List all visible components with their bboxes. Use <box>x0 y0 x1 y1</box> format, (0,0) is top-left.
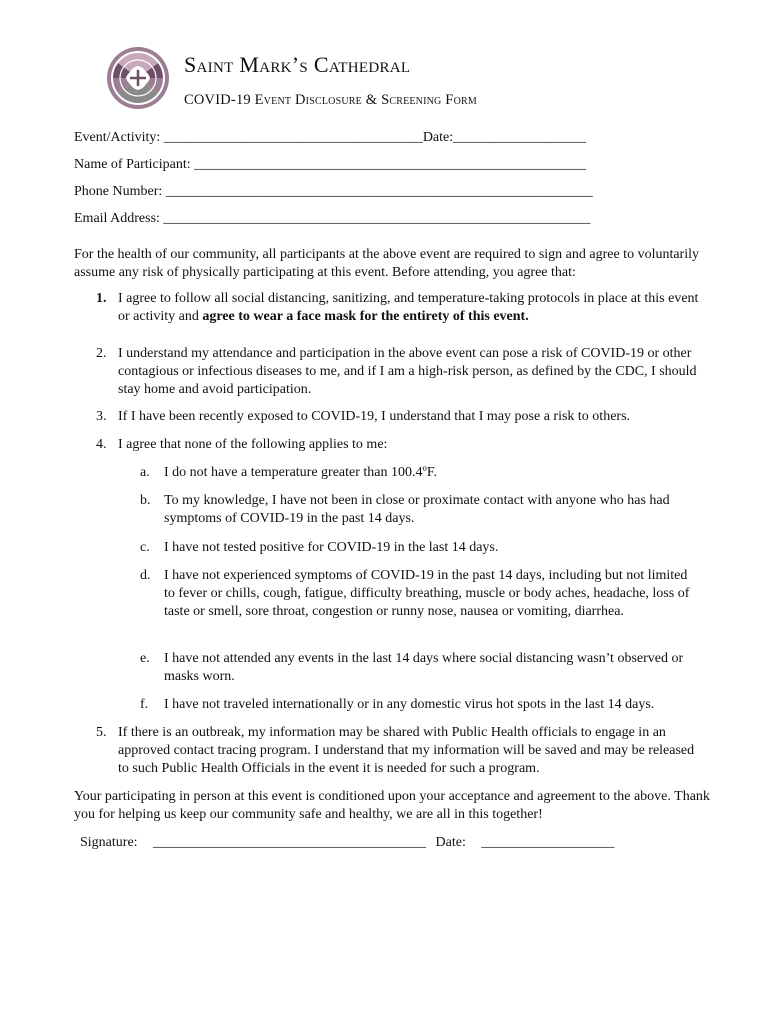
intro-paragraph: For the health of our community, all participants at the above event are required to sign and agree to voluntarily assume any risk of physically participating at this event. Before attending, you agree that: <box>74 247 700 280</box>
sub-item-text: I have not tested positive for COVID-19 in the last 14 days. <box>164 540 499 555</box>
list-item-text: I understand my attendance and participation in the above event can pose a risk of COVID-19 or other contagious or infectious diseases to me, and if I am a high-risk person, as defined by the CDC, I should stay home and avoid participation. <box>118 346 697 397</box>
sub-item-letter: d. <box>140 568 151 583</box>
sub-item-text: I have not traveled internationally or in any domestic virus hot spots in the last 14 days. <box>164 697 655 712</box>
closing-paragraph: Your participating in person at this event is conditioned upon your acceptance and agreement to the above. Thank you for helping us keep our community safe and healthy, we are all in this together! <box>74 789 710 822</box>
sub-item-c <box>140 539 700 557</box>
list-item-text: I agree to follow all social distancing, sanitizing, and temperature-taking protocols in place at this event or activity and <box>118 291 699 324</box>
sub-item-letter: c. <box>140 540 150 555</box>
list-item-3 <box>96 408 708 426</box>
sub-item-text: I do not have a temperature greater than 100.4ºF. <box>164 465 438 480</box>
form-subtitle: COVID-19 Event Disclosure & Screening Form <box>184 92 477 108</box>
sub-item-letter: b. <box>140 493 151 508</box>
sub-item-text: To my knowledge, I have not been in close or proximate contact with anyone who has had symptoms of COVID-19 in the past 14 days. <box>164 493 670 526</box>
sub-item-f <box>140 696 700 714</box>
sub-item-text: I have not attended any events in the last 14 days where social distancing wasn’t observed or masks worn. <box>164 651 684 684</box>
list-item-4 <box>96 436 708 454</box>
signature-label: Signature: <box>80 835 138 850</box>
phone-number-field[interactable]: Phone Number: _____________________________________________________________ <box>74 184 593 199</box>
signature-line[interactable]: _______________________________________ <box>153 835 427 850</box>
mask-requirement-text: agree to wear a face mask for the entirety of this event. <box>202 309 529 324</box>
sub-item-a <box>140 464 700 482</box>
list-item-2 <box>96 345 708 399</box>
list-item-1 <box>96 290 708 326</box>
list-number: 1. <box>96 291 107 306</box>
list-item-5 <box>96 724 708 778</box>
list-item-text: If I have been recently exposed to COVID-19, I understand that I may pose a risk to others. <box>118 409 631 424</box>
email-address-field[interactable]: Email Address: _____________________________________________________________ <box>74 211 591 226</box>
event-activity-field[interactable]: Event/Activity: _____________________________________Date:___________________ <box>74 130 587 145</box>
signature-row <box>80 835 614 851</box>
sub-item-text: I have not experienced symptoms of COVID-19 in the past 14 days, including but not limited to fever or chills, cough, fatigue, difficulty breathing, muscle or body aches, headache, loss of taste or smell, sore throat, congestion or runny nose, nausea or vomiting, diarrhea. <box>164 568 690 619</box>
cathedral-rose-window-logo-icon <box>106 46 170 110</box>
list-number: 3. <box>96 409 107 424</box>
signature-date-label: Date: <box>435 835 466 850</box>
list-number: 4. <box>96 437 107 452</box>
sub-item-letter: e. <box>140 651 150 666</box>
page-title: Saint Mark’s Cathedral <box>184 52 411 77</box>
list-item-text: If there is an outbreak, my information may be shared with Public Health officials to engage in an approved contact tracing program. I understand that my information will be saved and may be released to such Public Health Officials in the event it is needed for such a program. <box>118 725 695 776</box>
sub-item-letter: a. <box>140 465 150 480</box>
list-number: 2. <box>96 346 107 361</box>
participant-name-field[interactable]: Name of Participant: ________________________________________________________ <box>74 157 587 172</box>
sub-item-b <box>140 492 700 528</box>
signature-date-line[interactable]: ___________________ <box>481 835 615 850</box>
list-item-text: I agree that none of the following applies to me: <box>118 437 388 452</box>
list-number: 5. <box>96 725 107 740</box>
sub-item-e <box>140 650 700 686</box>
sub-item-d <box>140 567 700 621</box>
sub-item-letter: f. <box>140 697 149 712</box>
